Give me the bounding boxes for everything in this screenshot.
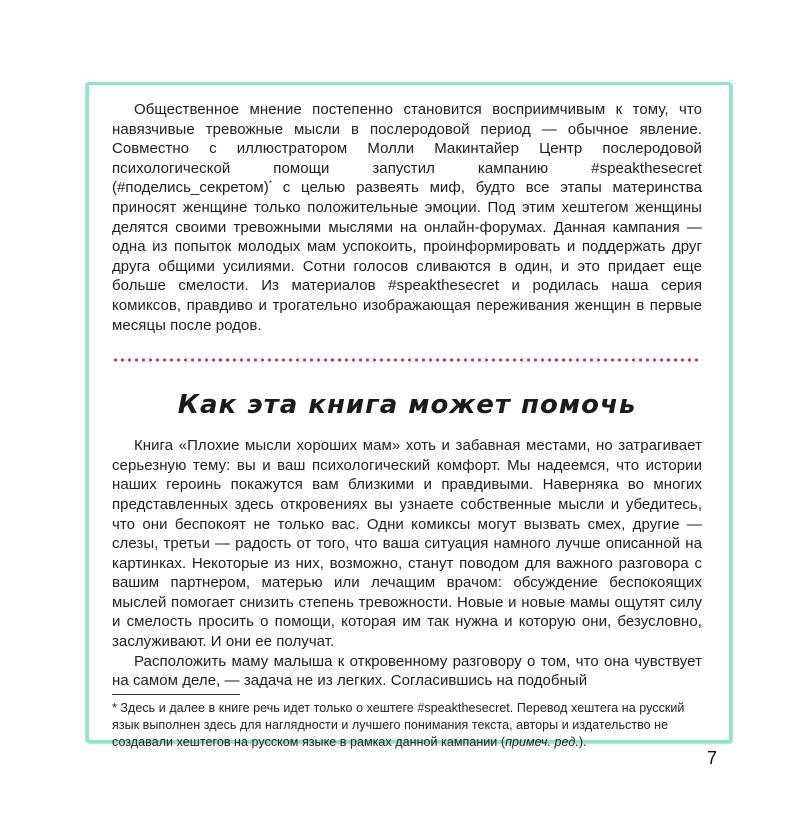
intro-paragraph (112, 100, 702, 335)
continued-paragraph: Расположить маму малыша к откровенному разговору о том, что она чувствует на самом деле, — задача не из легких. Согласившись на подобный (112, 652, 702, 690)
footnote-marker: * (268, 179, 272, 189)
footnote-end: ). (578, 734, 587, 749)
intro-text-rest: с целью развеять миф, будто все этапы материнства приносят женщине только положительные эмоции. Под этим хештегом женщины делятся своими тревожными мыслями на онлайн-форумах. Данная кампания — одна из попыток молодых мам успокоить, проинформировать и поддержать друг друга общими усилиями. Сотни голосов сливаются в один, и это придает еще больше смелости. Из материалов #speakthesecret и родилась наша серия комиксов, правдиво и трогательно изображающая переживания женщин в первые месяцы после родов. (112, 179, 702, 334)
body-paragraph: Книга «Плохие мысли хороших мам» хоть и забавная местами, но затрагивает серьезную тему: вы и ваш психологический комфорт. Мы надеемся, что истории наших героинь покажутся вам близкими и правдивыми. Наверняка во многих представленных здесь откровениях вы узнаете собственные мысли и убедитесь, что они беспокоят не только вас. Одни комиксы могут вызвать смех, другие — слезы, третьи — радость от того, что ваша ситуация намного лучше описанной на картинках. Некоторые из них, возможно, станут поводом для важного разговора с вашим партнером, матерью или лечащим врачом: обсуждение беспокоящих мыслей помогает снизить степень тревожности. Новые и новые мамы ощутят силу и смелость просить о помощи, которая им так нужна и которую они, безусловно, заслуживают. И они ее получат. (112, 437, 702, 651)
footnote (112, 700, 702, 751)
page-content (112, 100, 702, 751)
footnote-editor-note: примеч. ред. (505, 734, 579, 749)
dotted-divider (112, 358, 702, 362)
page-number: 7 (707, 748, 718, 768)
footnote-text: * Здесь и далее в книге речь идет только о хештеге #speakthesecret. Перевод хештега на русский язык выполнен здесь для наглядности и лучшего понимания текста, авторы и издательство не создавали хештегов на русском языке в рамках данной кампании ( (112, 700, 685, 749)
intro-text: Общественное мнение постепенно становится восприимчивым к тому, что навязчивые тревожные мысли в послеродовой период — обычное явление. Совместно с иллюстратором Молли Макинтайер Центр послеродовой психологической помощи запустил кампанию #speakthesecret (#поделись_секретом) (112, 101, 702, 197)
section-heading: Как эта книга может помочь (177, 390, 637, 421)
footnote-divider (112, 694, 240, 695)
